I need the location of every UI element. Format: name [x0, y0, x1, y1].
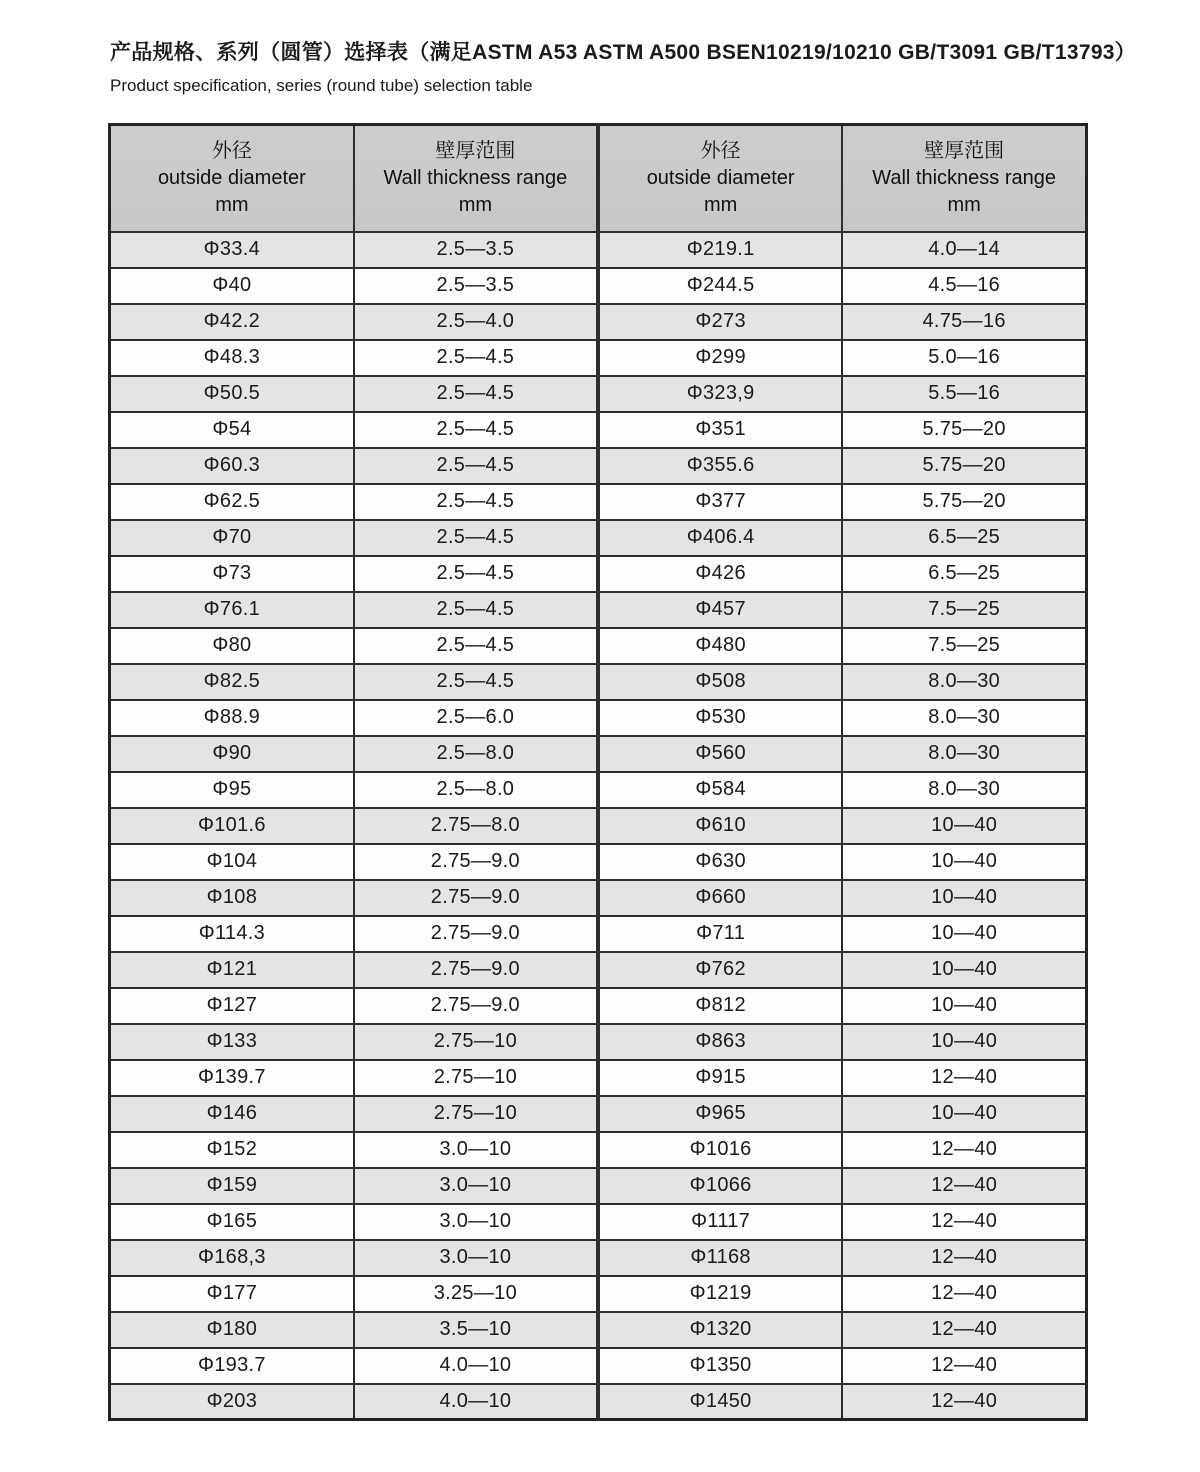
diameter-cell: Φ1168: [598, 1240, 842, 1276]
thickness-cell: 2.75—9.0: [354, 988, 598, 1024]
thickness-cell: 2.75—8.0: [354, 808, 598, 844]
thickness-cell: 2.5—6.0: [354, 700, 598, 736]
header-en: outside diameter: [646, 166, 795, 189]
diameter-cell: Φ90: [110, 736, 354, 772]
thickness-cell: 2.5—4.5: [354, 448, 598, 484]
thickness-cell: 2.5—4.5: [354, 556, 598, 592]
thickness-cell: 2.5—4.5: [354, 376, 598, 412]
thickness-cell: 2.75—9.0: [354, 952, 598, 988]
thickness-cell: 12—40: [842, 1168, 1086, 1204]
thickness-cell: 8.0—30: [842, 772, 1086, 808]
diameter-cell: Φ168,3: [110, 1240, 354, 1276]
diameter-cell: Φ915: [598, 1060, 842, 1096]
table-row: [110, 304, 1087, 340]
diameter-cell: Φ863: [598, 1024, 842, 1060]
table-row: [110, 448, 1087, 484]
thickness-cell: 8.0—30: [842, 664, 1086, 700]
thickness-cell: 6.5—25: [842, 520, 1086, 556]
table-row: [110, 1096, 1087, 1132]
thickness-cell: 2.75—10: [354, 1060, 598, 1096]
table-row: [110, 484, 1087, 520]
diameter-cell: Φ73: [110, 556, 354, 592]
diameter-cell: Φ127: [110, 988, 354, 1024]
diameter-cell: Φ50.5: [110, 376, 354, 412]
header-en: outside diameter: [157, 166, 306, 189]
table-row: [110, 700, 1087, 736]
table-row: [110, 520, 1087, 556]
thickness-cell: 12—40: [842, 1312, 1086, 1348]
header-cn: 外径: [700, 139, 741, 162]
diameter-cell: Φ630: [598, 844, 842, 880]
diameter-cell: Φ560: [598, 736, 842, 772]
header-en: Wall thickness range: [383, 166, 568, 189]
thickness-cell: 12—40: [842, 1240, 1086, 1276]
diameter-cell: Φ40: [110, 268, 354, 304]
diameter-cell: Φ193.7: [110, 1348, 354, 1384]
thickness-cell: 2.5—8.0: [354, 736, 598, 772]
thickness-cell: 4.0—10: [354, 1384, 598, 1420]
diameter-cell: Φ965: [598, 1096, 842, 1132]
header-row: [110, 125, 1087, 232]
thickness-cell: 10—40: [842, 880, 1086, 916]
diameter-cell: Φ95: [110, 772, 354, 808]
diameter-cell: Φ159: [110, 1168, 354, 1204]
diameter-cell: Φ812: [598, 988, 842, 1024]
page-subtitle: Product specification, series (round tube) selection table: [110, 76, 533, 95]
header-unit: mm: [458, 193, 493, 216]
table-row: [110, 916, 1087, 952]
header-wall-thickness-left: [354, 125, 598, 232]
diameter-cell: Φ711: [598, 916, 842, 952]
diameter-cell: Φ244.5: [598, 268, 842, 304]
thickness-cell: 5.0—16: [842, 340, 1086, 376]
thickness-cell: 2.5—3.5: [354, 268, 598, 304]
thickness-cell: 10—40: [842, 844, 1086, 880]
thickness-cell: 2.75—10: [354, 1024, 598, 1060]
thickness-cell: 2.5—3.5: [354, 232, 598, 268]
thickness-cell: 3.5—10: [354, 1312, 598, 1348]
table-row: [110, 556, 1087, 592]
table-row: [110, 628, 1087, 664]
diameter-cell: Φ377: [598, 484, 842, 520]
diameter-cell: Φ762: [598, 952, 842, 988]
spec-table: [108, 123, 1088, 1421]
table-row: [110, 1024, 1087, 1060]
table-row: [110, 268, 1087, 304]
thickness-cell: 8.0—30: [842, 700, 1086, 736]
diameter-cell: Φ406.4: [598, 520, 842, 556]
thickness-cell: 12—40: [842, 1348, 1086, 1384]
table-header: [110, 125, 1087, 232]
table-row: [110, 952, 1087, 988]
thickness-cell: 2.5—4.5: [354, 484, 598, 520]
header-cn: 壁厚范围: [435, 139, 516, 162]
diameter-cell: Φ108: [110, 880, 354, 916]
thickness-cell: 4.5—16: [842, 268, 1086, 304]
table-row: [110, 1060, 1087, 1096]
thickness-cell: 2.5—4.5: [354, 592, 598, 628]
diameter-cell: Φ1320: [598, 1312, 842, 1348]
table-row: [110, 1240, 1087, 1276]
thickness-cell: 12—40: [842, 1132, 1086, 1168]
table-row: [110, 844, 1087, 880]
diameter-cell: Φ299: [598, 340, 842, 376]
thickness-cell: 7.5—25: [842, 628, 1086, 664]
diameter-cell: Φ203: [110, 1384, 354, 1420]
thickness-cell: 3.25—10: [354, 1276, 598, 1312]
thickness-cell: 12—40: [842, 1384, 1086, 1420]
thickness-cell: 2.5—4.5: [354, 340, 598, 376]
thickness-cell: 2.5—4.0: [354, 304, 598, 340]
diameter-cell: Φ76.1: [110, 592, 354, 628]
thickness-cell: 5.75—20: [842, 412, 1086, 448]
table-row: [110, 340, 1087, 376]
header-outside-diameter-left: [110, 125, 354, 232]
thickness-cell: 4.0—10: [354, 1348, 598, 1384]
diameter-cell: Φ139.7: [110, 1060, 354, 1096]
diameter-cell: Φ1450: [598, 1384, 842, 1420]
thickness-cell: 5.75—20: [842, 448, 1086, 484]
thickness-cell: 2.5—4.5: [354, 628, 598, 664]
table-row: [110, 808, 1087, 844]
table-row: [110, 412, 1087, 448]
diameter-cell: Φ177: [110, 1276, 354, 1312]
diameter-cell: Φ48.3: [110, 340, 354, 376]
thickness-cell: 12—40: [842, 1204, 1086, 1240]
diameter-cell: Φ33.4: [110, 232, 354, 268]
thickness-cell: 10—40: [842, 952, 1086, 988]
diameter-cell: Φ1066: [598, 1168, 842, 1204]
table-row: [110, 1168, 1087, 1204]
diameter-cell: Φ146: [110, 1096, 354, 1132]
diameter-cell: Φ180: [110, 1312, 354, 1348]
thickness-cell: 2.75—9.0: [354, 880, 598, 916]
header-en: Wall thickness range: [872, 166, 1057, 189]
table-row: [110, 376, 1087, 412]
thickness-cell: 2.5—4.5: [354, 520, 598, 556]
table-row: [110, 988, 1087, 1024]
thickness-cell: 10—40: [842, 808, 1086, 844]
thickness-cell: 10—40: [842, 1024, 1086, 1060]
thickness-cell: 3.0—10: [354, 1240, 598, 1276]
header-wall-thickness-right: [842, 125, 1086, 232]
diameter-cell: Φ104: [110, 844, 354, 880]
thickness-cell: 2.75—9.0: [354, 916, 598, 952]
header-unit: mm: [703, 193, 738, 216]
table-row: [110, 772, 1087, 808]
thickness-cell: 4.75—16: [842, 304, 1086, 340]
thickness-cell: 7.5—25: [842, 592, 1086, 628]
table-row: [110, 736, 1087, 772]
diameter-cell: Φ133: [110, 1024, 354, 1060]
diameter-cell: Φ530: [598, 700, 842, 736]
thickness-cell: 10—40: [842, 988, 1086, 1024]
diameter-cell: Φ273: [598, 304, 842, 340]
table-row: [110, 1276, 1087, 1312]
thickness-cell: 2.5—4.5: [354, 664, 598, 700]
diameter-cell: Φ660: [598, 880, 842, 916]
diameter-cell: Φ508: [598, 664, 842, 700]
diameter-cell: Φ152: [110, 1132, 354, 1168]
table-row: [110, 1312, 1087, 1348]
thickness-cell: 5.5—16: [842, 376, 1086, 412]
thickness-cell: 4.0—14: [842, 232, 1086, 268]
diameter-cell: Φ62.5: [110, 484, 354, 520]
diameter-cell: Φ60.3: [110, 448, 354, 484]
header-unit: mm: [947, 193, 981, 216]
thickness-cell: 3.0—10: [354, 1132, 598, 1168]
table-row: [110, 1348, 1087, 1384]
thickness-cell: 5.75—20: [842, 484, 1086, 520]
diameter-cell: Φ82.5: [110, 664, 354, 700]
diameter-cell: Φ351: [598, 412, 842, 448]
thickness-cell: 8.0—30: [842, 736, 1086, 772]
table-row: [110, 1132, 1087, 1168]
table-row: [110, 1384, 1087, 1420]
diameter-cell: Φ1117: [598, 1204, 842, 1240]
diameter-cell: Φ426: [598, 556, 842, 592]
diameter-cell: Φ480: [598, 628, 842, 664]
diameter-cell: Φ54: [110, 412, 354, 448]
diameter-cell: Φ42.2: [110, 304, 354, 340]
table-row: [110, 880, 1087, 916]
thickness-cell: 2.75—9.0: [354, 844, 598, 880]
diameter-cell: Φ88.9: [110, 700, 354, 736]
diameter-cell: Φ457: [598, 592, 842, 628]
thickness-cell: 12—40: [842, 1060, 1086, 1096]
table-body: [110, 232, 1087, 1420]
thickness-cell: 10—40: [842, 916, 1086, 952]
thickness-cell: 3.0—10: [354, 1168, 598, 1204]
table-row: [110, 664, 1087, 700]
header-cn: 壁厚范围: [924, 139, 1005, 162]
thickness-cell: 3.0—10: [354, 1204, 598, 1240]
header-cn: 外径: [211, 139, 252, 162]
table-row: [110, 592, 1087, 628]
diameter-cell: Φ70: [110, 520, 354, 556]
diameter-cell: Φ323,9: [598, 376, 842, 412]
diameter-cell: Φ1219: [598, 1276, 842, 1312]
diameter-cell: Φ121: [110, 952, 354, 988]
table-row: [110, 1204, 1087, 1240]
diameter-cell: Φ114.3: [110, 916, 354, 952]
thickness-cell: 12—40: [842, 1276, 1086, 1312]
diameter-cell: Φ80: [110, 628, 354, 664]
diameter-cell: Φ219.1: [598, 232, 842, 268]
diameter-cell: Φ101.6: [110, 808, 354, 844]
diameter-cell: Φ1350: [598, 1348, 842, 1384]
header-unit: mm: [215, 193, 249, 216]
diameter-cell: Φ165: [110, 1204, 354, 1240]
header-outside-diameter-right: [598, 125, 842, 232]
diameter-cell: Φ584: [598, 772, 842, 808]
page-title: 产品规格、系列（圆管）选择表（满足ASTM A53 ASTM A500 BSEN10219/10210 GB/T3091 GB/T13793）: [110, 41, 1137, 64]
thickness-cell: 2.75—10: [354, 1096, 598, 1132]
diameter-cell: Φ1016: [598, 1132, 842, 1168]
diameter-cell: Φ610: [598, 808, 842, 844]
table-row: [110, 232, 1087, 268]
thickness-cell: 2.5—8.0: [354, 772, 598, 808]
thickness-cell: 6.5—25: [842, 556, 1086, 592]
thickness-cell: 10—40: [842, 1096, 1086, 1132]
diameter-cell: Φ355.6: [598, 448, 842, 484]
thickness-cell: 2.5—4.5: [354, 412, 598, 448]
